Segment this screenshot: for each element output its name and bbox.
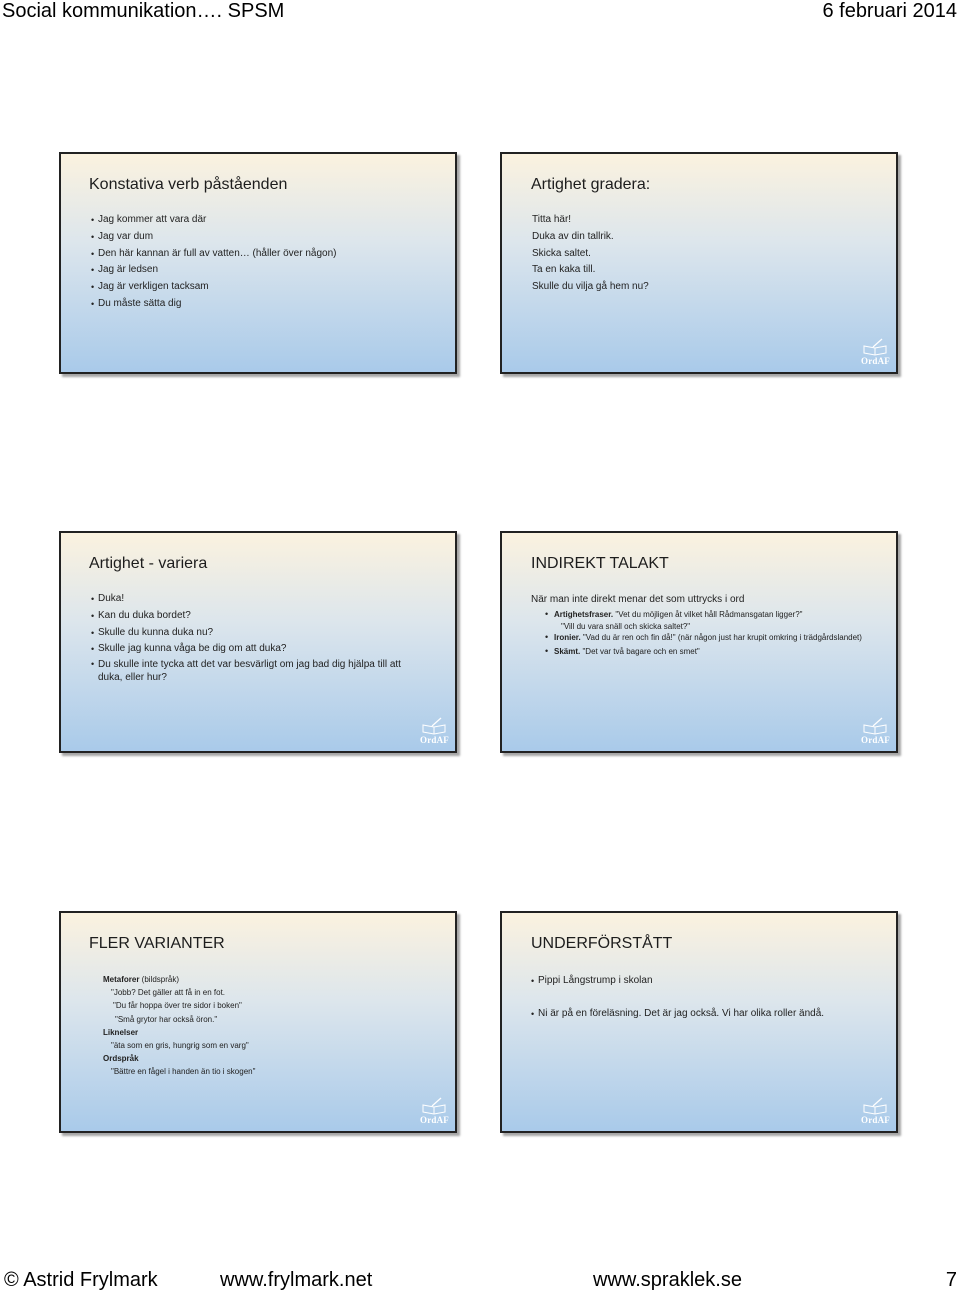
bullet-item: • Den här kannan är full av vatten… (håller över någon) <box>91 246 441 263</box>
category-heading: Metaforer <box>103 975 140 984</box>
bullet-item <box>545 646 868 658</box>
example-line: "Du får hoppa över tre sidor i boken" <box>113 1001 242 1011</box>
slide-body <box>532 212 882 296</box>
slide-body <box>91 591 425 684</box>
continuation-text: "Vill du vara snäll och skicka saltet?" <box>561 621 691 631</box>
logo-text: OrdAF <box>861 1115 890 1125</box>
slide-title: Artighet gradera: <box>531 176 651 193</box>
bullet-item <box>545 609 868 621</box>
bullet-item: • Jag var dum <box>91 229 441 246</box>
category-heading-text: Liknelser <box>103 1027 139 1037</box>
term: Skämt. <box>554 646 581 656</box>
bullet-item: • Jag är verkligen tacksam <box>91 279 441 296</box>
logo-text: OrdAF <box>861 735 890 745</box>
text-line: Ta en kaka till. <box>532 264 596 276</box>
ordaf-logo <box>419 1097 449 1125</box>
slide-title: FLER VARIANTER <box>89 935 225 952</box>
slide-body <box>531 973 882 1023</box>
slide-body <box>103 973 255 1079</box>
ordaf-logo <box>419 717 449 745</box>
bullet-item: • Jag är ledsen <box>91 262 441 279</box>
bullet-item: • Jag kommer att vara där <box>91 212 441 229</box>
slide-title: Konstativa verb påståenden <box>89 176 288 193</box>
slide-body <box>531 593 868 657</box>
example-line: "Bättre en fågel i handen än tio i skogen" <box>111 1067 256 1077</box>
slide-title: UNDERFÖRSTÅTT <box>531 935 673 952</box>
example-text: "Vet du möjligen åt vilket håll Rådmansgatan ligger?" <box>613 610 803 619</box>
footer-site-frylmark[interactable]: www.frylmark.net <box>220 1269 373 1291</box>
example-text: "Det var två bagare och en smet" <box>580 646 700 656</box>
bullet-item: • Ni är på en föreläsning. Det är jag också. Vi har olika roller ändå. <box>531 1006 882 1023</box>
bullet-item: • Skulle jag kunna våga be dig om att duka? <box>91 641 425 658</box>
text-line: Duka av din tallrik. <box>532 230 614 242</box>
term: Artighetsfraser. <box>554 610 614 619</box>
bullet-item: • Duka! <box>91 591 425 608</box>
category-line <box>103 973 255 986</box>
slide-artighet-gradera <box>500 152 898 374</box>
bullet-item: • Skulle du kunna duka nu? <box>91 625 425 642</box>
bullet-item: • Du skulle inte tycka att det var besvärligt om jag bad dig hjälpa till att duka, eller hur? <box>91 658 425 684</box>
category-heading-text: Ordspråk <box>103 1054 139 1064</box>
slide-konstativa-verb <box>59 152 457 374</box>
book-icon <box>860 338 890 358</box>
book-icon <box>860 717 890 737</box>
slide-body <box>91 212 441 313</box>
slide-title: INDIREKT TALAKT <box>531 555 669 572</box>
footer-site-spraklek[interactable]: www.spraklek.se <box>593 1269 742 1291</box>
ordaf-logo <box>860 338 890 366</box>
text-line: Skulle du vilja gå hem nu? <box>532 281 649 293</box>
slide-artighet-variera <box>59 531 457 753</box>
book-icon <box>860 1097 890 1117</box>
slide-indirekt-talakt <box>500 531 898 753</box>
example-text: "Vad du är ren och fin då!" (när någon just har krupit omkring i trädgårdslandet) <box>580 633 862 642</box>
slide-title: Artighet - variera <box>89 555 208 572</box>
ordaf-logo <box>860 1097 890 1125</box>
bullet-item: • Du måste sätta dig <box>91 296 441 313</box>
text-line: Titta här! <box>532 214 572 225</box>
bullet-item: • Pippi Långstrump i skolan <box>531 973 882 990</box>
footer-copyright: © Astrid Frylmark <box>4 1269 158 1291</box>
page-number: 7 <box>945 1269 957 1291</box>
logo-text: OrdAF <box>420 1115 449 1125</box>
bullet-item: • Kan du duka bordet? <box>91 608 425 625</box>
text-line: Skicka saltet. <box>532 247 591 259</box>
lead-text: När man inte direkt menar det som uttrycks i ord <box>531 594 745 605</box>
logo-text: OrdAF <box>420 735 449 745</box>
example-line: "äta som en gris, hungrig som en varg" <box>111 1041 249 1051</box>
category-heading <box>103 1026 255 1039</box>
logo-text: OrdAF <box>861 356 890 366</box>
term: Ironier. <box>554 633 581 642</box>
slide-underforstatt <box>500 911 898 1133</box>
example-line: "Jobb? Det gäller att få in en fot. <box>111 988 226 998</box>
category-note: (bildspråk) <box>139 975 180 984</box>
category-heading <box>103 1052 255 1065</box>
document-date: 6 februari 2014 <box>822 0 957 22</box>
book-icon <box>419 1097 449 1117</box>
example-line: "Små grytor har också öron." <box>115 1014 218 1024</box>
document-title: Social kommunikation…. SPSM <box>2 0 285 22</box>
ordaf-logo <box>860 717 890 745</box>
book-icon <box>419 717 449 737</box>
bullet-item <box>545 632 868 644</box>
slide-fler-varianter <box>59 911 457 1133</box>
